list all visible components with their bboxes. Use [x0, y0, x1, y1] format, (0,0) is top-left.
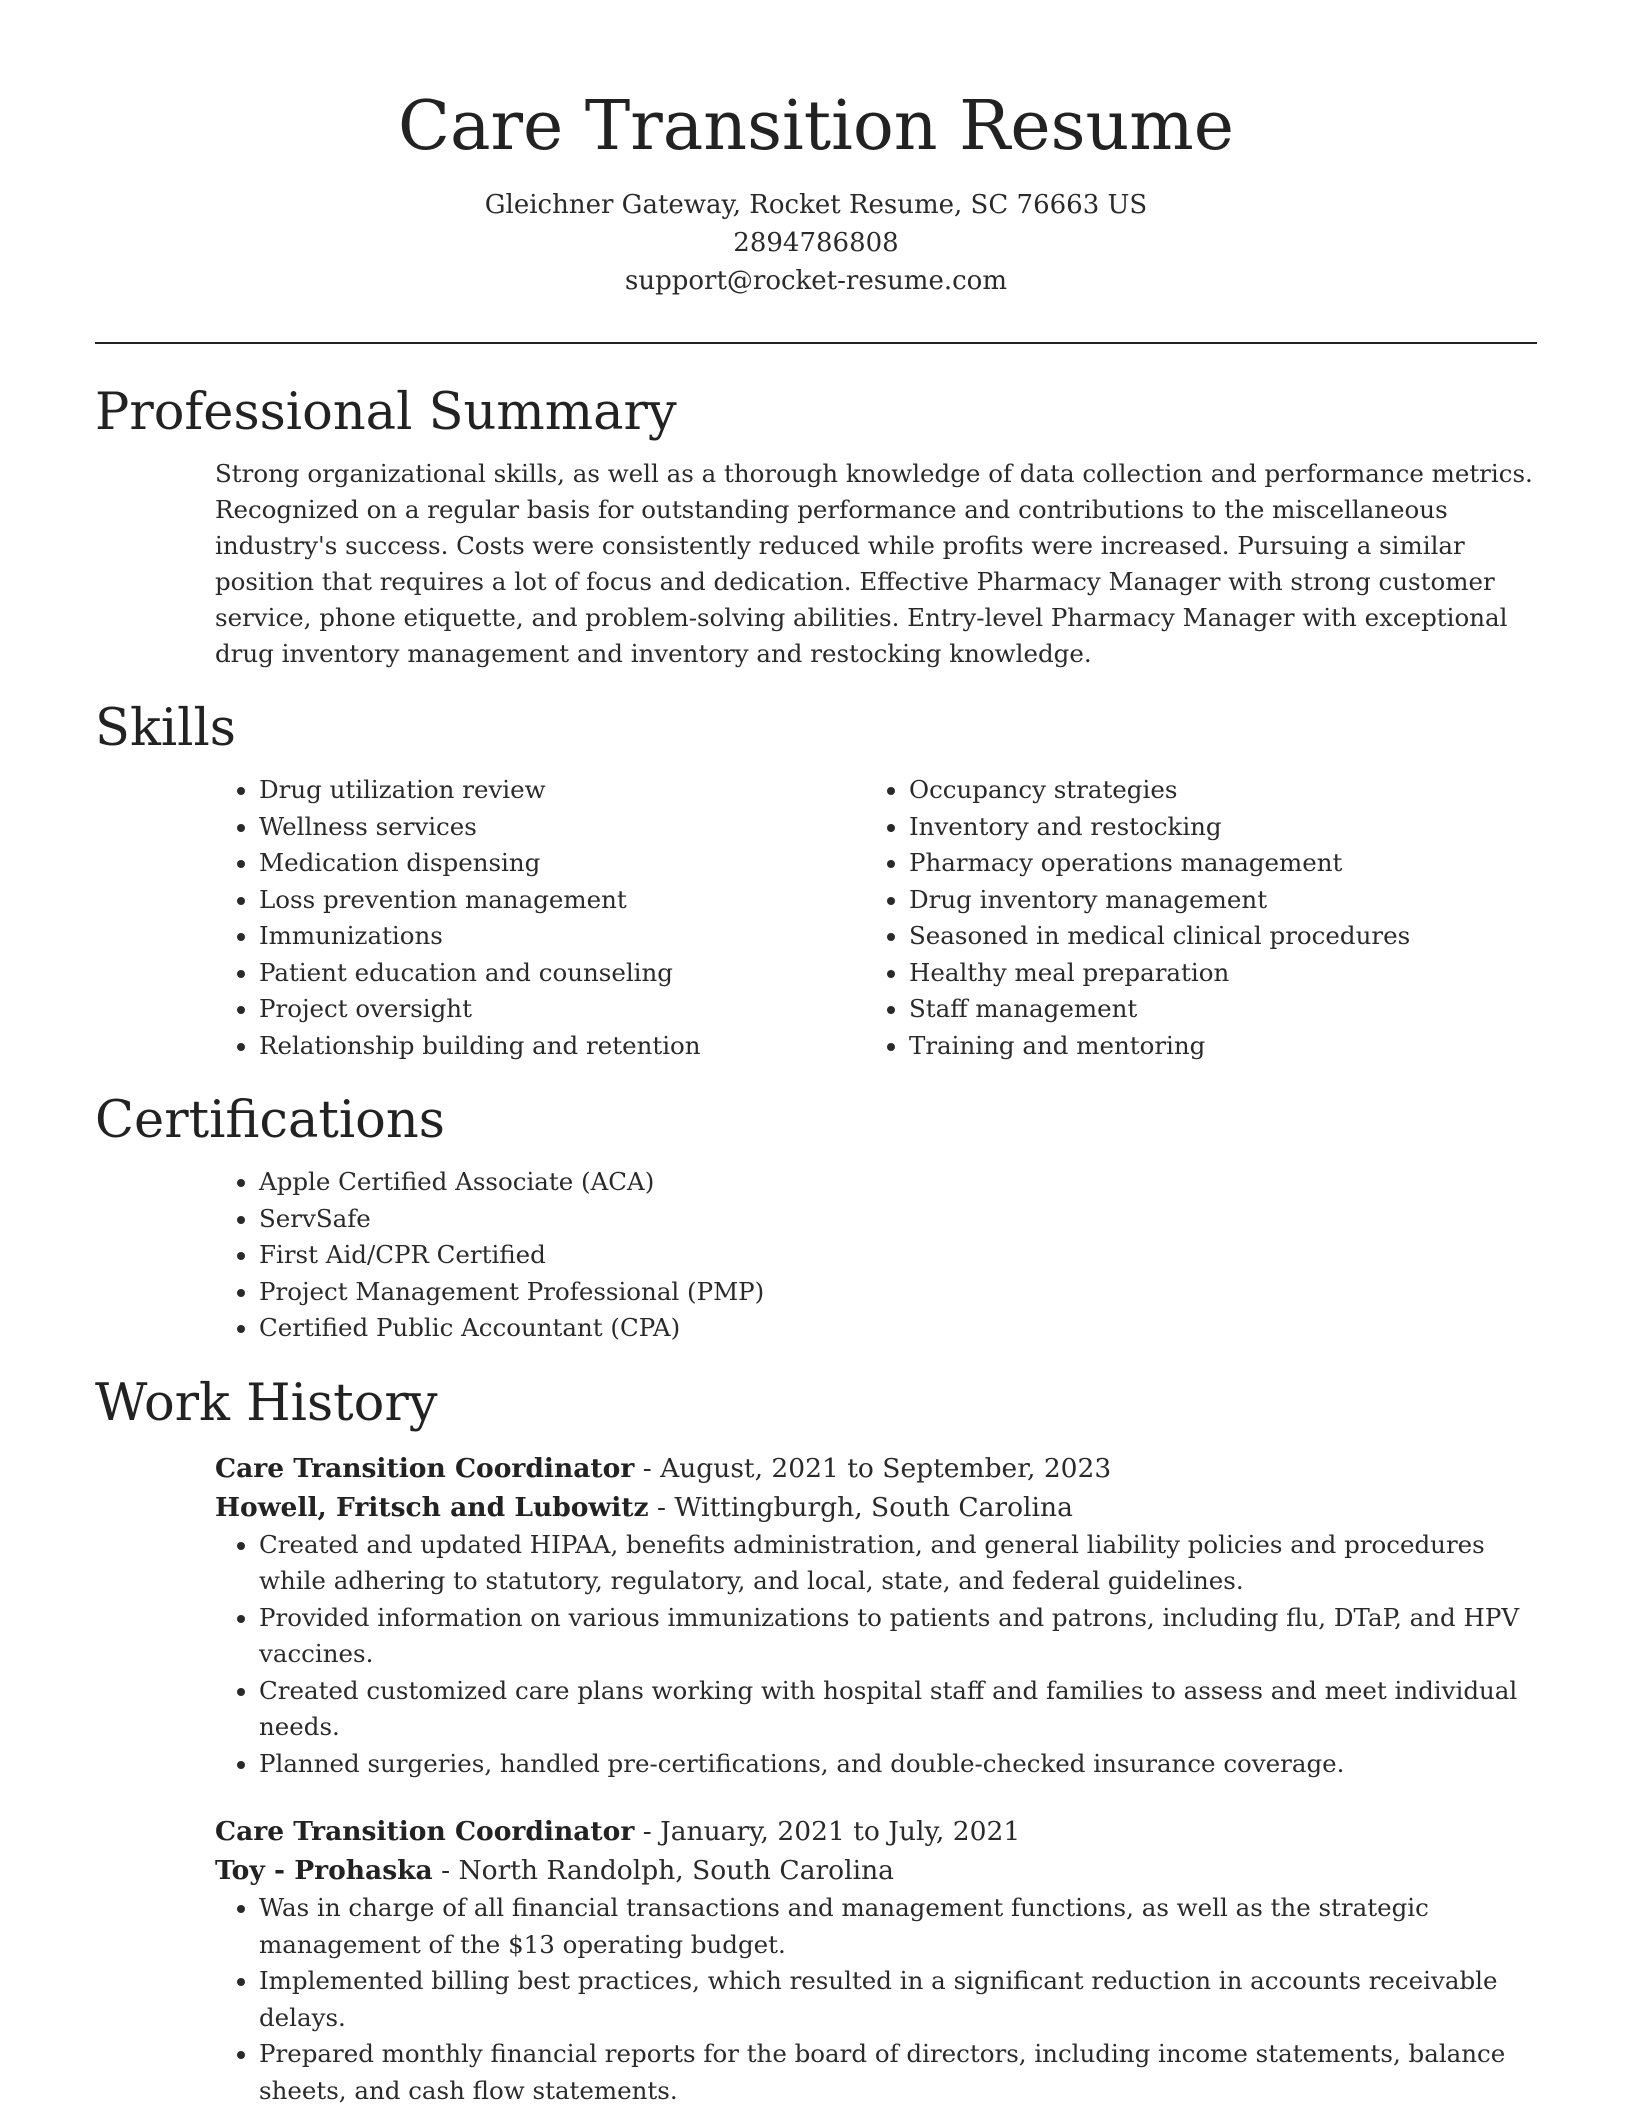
header-divider [95, 342, 1537, 344]
job-dates: - January, 2021 to July, 2021 [634, 1816, 1021, 1847]
job-duties-list [215, 1527, 1537, 1783]
certification-item: • Certified Public Accountant (CPA) [259, 1310, 1537, 1347]
job-dates: - August, 2021 to September, 2023 [634, 1452, 1112, 1484]
contact-phone: 2894786808 [733, 228, 899, 258]
skills-column-right [865, 772, 1515, 1064]
job-duty-item: • Created customized care plans working with hospital staff and families to assess and meet individual needs. [259, 1673, 1537, 1746]
skills-list-right [865, 772, 1515, 1064]
skills-heading: Skills [95, 699, 236, 758]
skill-item: • Relationship building and retention [259, 1028, 865, 1065]
certification-item: • Apple Certified Associate (ACA) [259, 1164, 1537, 1201]
summary-body [215, 456, 1537, 672]
job-duty-item: • Prepared monthly financial reports for the board of directors, including income statements, balance sheets, and cash flow statements. [259, 2036, 1537, 2109]
job-company-line [215, 1851, 1537, 1890]
skills-list-left [215, 772, 865, 1064]
summary-section [95, 378, 1537, 672]
work-history-heading: Work History [95, 1373, 438, 1433]
job-duties-list [215, 1890, 1537, 2109]
job-location: - Wittingburgh, South Carolina [648, 1491, 1073, 1523]
certifications-list [215, 1164, 1537, 1347]
job-entry [215, 1449, 1537, 1783]
skill-item: • Inventory and restocking [909, 809, 1515, 846]
skill-item: • Pharmacy operations management [909, 845, 1515, 882]
contact-email[interactable]: support@rocket-resume.com [624, 266, 1007, 296]
skills-section [95, 694, 1537, 1064]
skills-grid [215, 772, 1537, 1064]
job-duty-item: • Implemented billing best practices, which resulted in a significant reduction in accounts receivable delays. [259, 1963, 1537, 2036]
skill-item: • Occupancy strategies [909, 772, 1515, 809]
skill-item: • Drug utilization review [259, 772, 865, 809]
job-company: Howell, Fritsch and Lubowitz [215, 1491, 649, 1523]
job-title: Care Transition Coordinator [215, 1816, 635, 1847]
certification-item: • Project Management Professional (PMP) [259, 1274, 1537, 1311]
certifications-body [215, 1164, 1537, 1347]
skill-item: • Healthy meal preparation [909, 955, 1515, 992]
contact-address: Gleichner Gateway, Rocket Resume, SC 76663 US [484, 190, 1148, 220]
skill-item: • Drug inventory management [909, 882, 1515, 919]
job-duty-item: • Created and updated HIPAA, benefits administration, and general liability policies and procedures while adhering to statutory, regulatory, and local, state, and federal guidelines. [259, 1527, 1537, 1600]
job-location: - North Randolph, South Carolina [432, 1855, 894, 1886]
work-history-body [215, 1449, 1537, 2110]
job-title-line [215, 1449, 1537, 1488]
skill-item: • Staff management [909, 991, 1515, 1028]
skill-item: • Loss prevention management [259, 882, 865, 919]
work-history-section [95, 1369, 1537, 2110]
skill-item: • Wellness services [259, 809, 865, 846]
skill-item: • Project oversight [259, 991, 865, 1028]
certifications-heading: Certifications [95, 1091, 445, 1150]
job-duty-item: • Was in charge of all financial transactions and management functions, as well as the strategic management of the $13 operating budget. [259, 1890, 1537, 1963]
job-title-line [215, 1812, 1537, 1851]
skill-item: • Seasoned in medical clinical procedures [909, 918, 1515, 955]
summary-heading: Professional Summary [95, 383, 677, 442]
resume-header [0, 0, 1632, 300]
skill-item: • Immunizations [259, 918, 865, 955]
certification-item: • ServSafe [259, 1201, 1537, 1238]
certifications-section [95, 1086, 1537, 1347]
job-duty-item: • Provided information on various immunizations to patients and patrons, including flu, DTaP, and HPV vaccines. [259, 1600, 1537, 1673]
job-company-line [215, 1488, 1537, 1527]
skill-item: • Medication dispensing [259, 845, 865, 882]
job-entry [215, 1812, 1537, 2109]
skill-item: • Patient education and counseling [259, 955, 865, 992]
summary-text: Strong organizational skills, as well as a thorough knowledge of data collection and performance metrics. Recognized on a regular basis for outstanding performance and contributions to the miscellaneous industry's success. Costs were consistently reduced while profits were increased. Pursuing a similar position that requires a lot of focus and dedication. Effective Pharmacy Manager with strong customer service, phone etiquette, and problem-solving abilities. Entry-level Pharmacy Manager with exceptional drug inventory management and inventory and restocking knowledge. [215, 459, 1533, 668]
skills-column-left [215, 772, 865, 1064]
skill-item: • Training and mentoring [909, 1028, 1515, 1065]
contact-info [0, 186, 1632, 300]
job-duty-item: • Planned surgeries, handled pre-certifications, and double-checked insurance coverage. [259, 1746, 1537, 1783]
job-title: Care Transition Coordinator [215, 1452, 635, 1484]
certification-item: • First Aid/CPR Certified [259, 1237, 1537, 1274]
job-company: Toy - Prohaska [215, 1855, 433, 1886]
resume-title: Care Transition Resume [397, 87, 1235, 166]
